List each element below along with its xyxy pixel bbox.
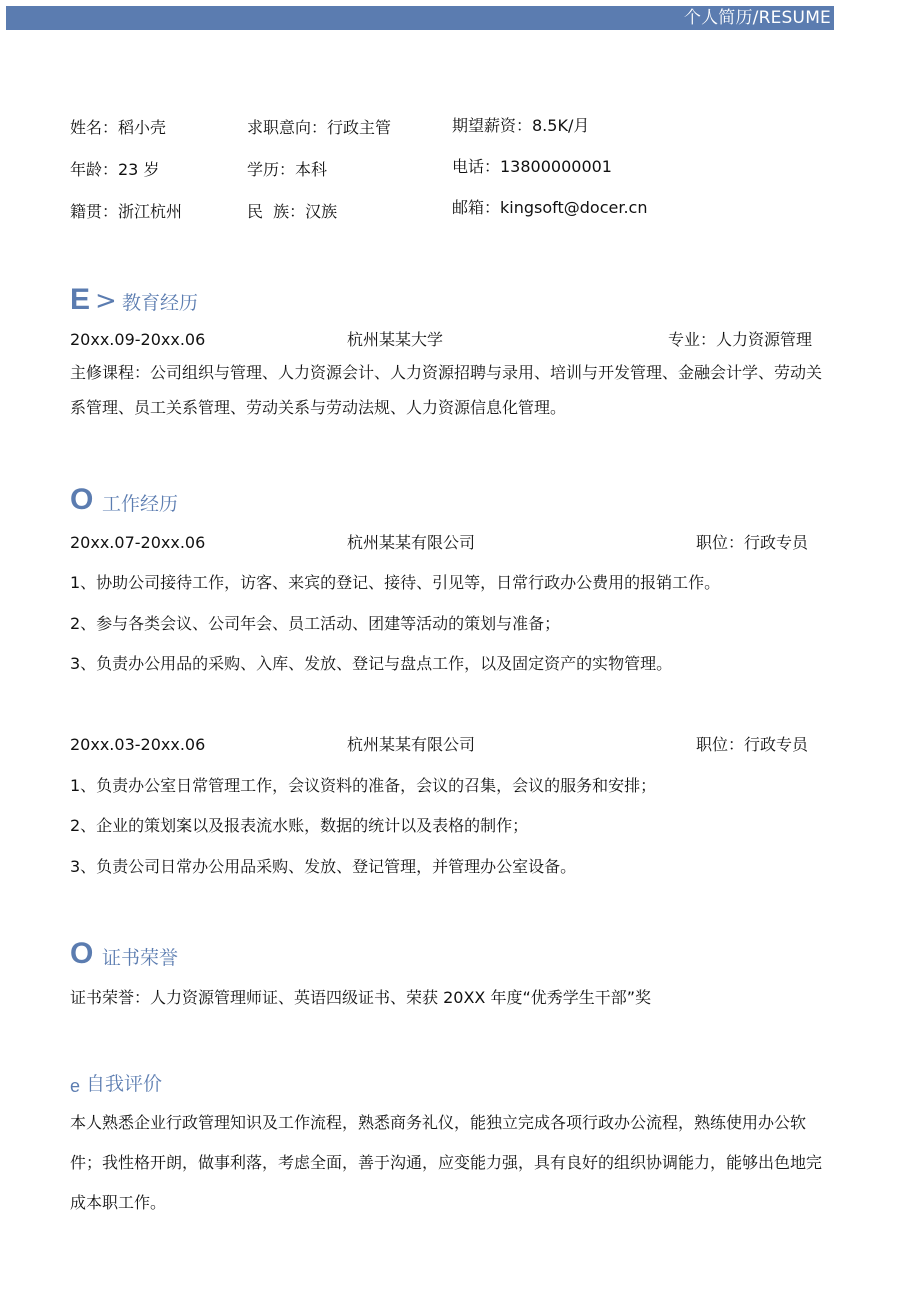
work-section-title: 工作经历 xyxy=(102,493,179,515)
header-bar xyxy=(6,6,834,30)
job-position: 职位：行政专员 xyxy=(696,735,809,754)
education-date: 20xx.09-20xx.06 xyxy=(70,330,206,349)
info-hometown: 籍贯：浙江杭州 xyxy=(70,202,183,221)
info-salary: 期望薪资：8.5K/月 xyxy=(452,116,590,135)
certs-section-letter: O xyxy=(70,937,94,970)
header-title: 个人简历/RESUME xyxy=(683,8,831,28)
info-name: 姓名：稻小壳 xyxy=(70,118,167,137)
info-education: 学历：本科 xyxy=(247,160,328,179)
job-item: 2、企业的策划案以及报表流水账，数据的统计以及表格的制作； xyxy=(70,816,529,835)
education-section-arrow: > xyxy=(95,286,117,316)
self-evaluation-text: 本人熟悉企业行政管理知识及工作流程，熟悉商务礼仪，能独立完成各项行政办公流程，熟练使用办公软件；我性格开朗，做事利落，考虑全面，善于沟通，应变能力强，具有良好的组织协调能力，能够出色地完成本职工作。 xyxy=(70,1113,823,1212)
education-courses: 主修课程：公司组织与管理、人力资源会计、人力资源招聘与录用、培训与开发管理、金融会计学、劳动关系管理、员工关系管理、劳动关系与劳动法规、人力资源信息化管理。 xyxy=(70,363,823,417)
certs-text: 证书荣誉：人力资源管理师证、英语四级证书、荣获 20XX 年度“优秀学生干部”奖 xyxy=(70,988,652,1007)
job-item: 1、负责办公室日常管理工作，会议资料的准备，会议的召集，会议的服务和安排； xyxy=(70,776,657,795)
work-section-letter: O xyxy=(70,483,94,516)
education-section-letter: E xyxy=(70,283,91,316)
self-section-title: 自我评价 xyxy=(86,1073,163,1095)
education-section-title: 教育经历 xyxy=(122,292,199,314)
job-item: 3、负责办公用品的采购、入库、发放、登记与盘点工作，以及固定资产的实物管理。 xyxy=(70,654,673,673)
job-item: 2、参与各类会议、公司年会、员工活动、团建等活动的策划与准备； xyxy=(70,614,561,633)
job-item: 1、协助公司接待工作，访客、来宾的登记、接待、引见等，日常行政办公费用的报销工作。 xyxy=(70,573,721,592)
education-school: 杭州某某大学 xyxy=(347,330,444,349)
info-ethnicity: 民 族：汉族 xyxy=(247,202,338,221)
job-company: 杭州某某有限公司 xyxy=(347,533,476,552)
info-intent: 求职意向：行政主管 xyxy=(247,118,392,137)
info-phone: 电话：13800000001 xyxy=(452,157,612,176)
job-date: 20xx.07-20xx.06 xyxy=(70,533,206,552)
info-email: 邮箱：kingsoft@docer.cn xyxy=(452,198,648,217)
job-item: 3、负责公司日常办公用品采购、发放、登记管理，并管理办公室设备。 xyxy=(70,857,577,876)
self-section-letter: e xyxy=(70,1076,81,1096)
info-age: 年龄：23 岁 xyxy=(70,160,160,179)
education-major: 专业：人力资源管理 xyxy=(668,330,813,349)
job-date: 20xx.03-20xx.06 xyxy=(70,735,206,754)
job-position: 职位：行政专员 xyxy=(696,533,809,552)
certs-section-title: 证书荣誉 xyxy=(102,947,179,969)
job-company: 杭州某某有限公司 xyxy=(347,735,476,754)
